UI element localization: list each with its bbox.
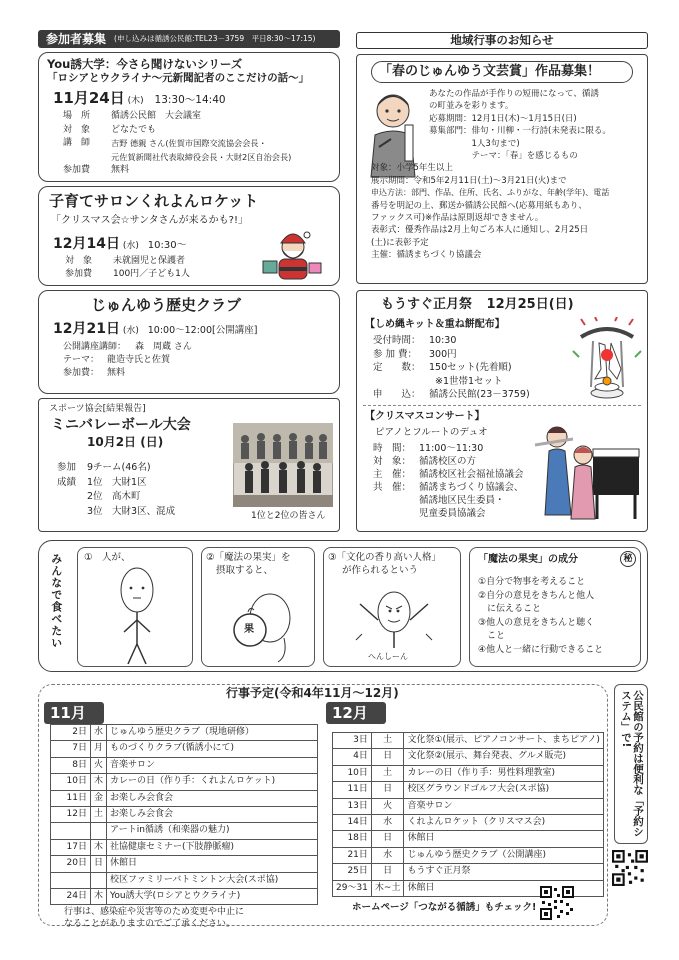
bungei-title: 「春のじゅんゆう文芸賞」作品募集！: [379, 64, 601, 79]
schedule-day: 14日: [333, 814, 372, 830]
schedule-event: 休館日: [404, 880, 603, 896]
you-row-value: 無料: [111, 165, 130, 175]
kosodate-row-label: 対 象: [65, 256, 93, 266]
fruit-label: 果: [244, 624, 254, 635]
schedule-event: ものづくりクラブ(循誘小にて): [107, 741, 318, 757]
schedule-weekday: 木~土: [371, 880, 404, 896]
schedule-weekday: 日: [371, 864, 404, 880]
history-details: [63, 341, 192, 380]
schedule-day: 10日: [333, 765, 372, 781]
transformed-figure: [354, 584, 434, 652]
schedule-weekday: [91, 823, 107, 839]
bungei-line: ファックス可)※作品は原則返却できません。: [371, 213, 544, 224]
xmas-row-label: 時 間：: [373, 443, 412, 454]
panel2-text-1: ②「魔法の果実」を: [206, 552, 291, 563]
volley-row-label: 参加: [57, 462, 77, 473]
manga-side-label: みんなで食べたい: [49, 553, 63, 649]
kosodate-date-line: [53, 236, 187, 254]
local-events-header-bar: [356, 32, 648, 49]
schedule-weekday: 日: [91, 856, 107, 872]
bungei-line: あなたの作品が手作りの短冊になって、循誘: [429, 89, 599, 99]
schedule-day: 12日: [51, 806, 91, 822]
schedule-note-line: なることがありますのでご了承ください。: [64, 919, 236, 929]
shime-row-label: 参 加 費：: [373, 348, 418, 360]
ingredient-item: ②自分の意見をきちんと他人: [478, 590, 595, 601]
manga-panel-2: [201, 547, 315, 667]
schedule-event: 音楽サロン: [107, 757, 318, 773]
bungei-line: 番号を明記の上、郵送か循誘公民館へ(応募用紙もあり、: [371, 200, 587, 211]
schedule-day: 10日: [51, 774, 91, 790]
schedule-weekday: 木: [91, 839, 107, 855]
dec-schedule-row: [333, 765, 604, 781]
volley-row-value: 3位 大財3区、混成: [87, 505, 176, 517]
homepage-qr-code-icon[interactable]: [540, 886, 574, 920]
shime-row-value: ※1世帯1セット: [435, 375, 503, 387]
you-row-value: 元佐賀新聞社代表取締役会長・大財2区自治会長): [111, 151, 292, 162]
xmas-row-value: 循誘まちづくり協議会、: [419, 482, 524, 493]
xmas-row-value: 児童委員協議会: [419, 508, 486, 519]
schedule-weekday: 月: [91, 741, 107, 757]
bungei-award-box: [356, 54, 648, 284]
you-row-label: [63, 151, 111, 165]
reservation-qr-code-icon[interactable]: [612, 850, 648, 886]
schedule-event: 校区グラウンドゴルフ大会(スポ協): [404, 782, 603, 798]
dec-schedule-table: [332, 732, 604, 897]
schedule-event: 校区ファミリーバトミントン大会(スポ協): [107, 872, 318, 888]
schedule-note-line: 行事は、感染症や災害等のため変更や中止に: [64, 907, 245, 917]
history-date-line: [53, 321, 257, 339]
shime-details: [373, 334, 530, 402]
volley-title: ミニバレーボール大会: [51, 417, 191, 433]
dec-schedule-row: [333, 864, 604, 880]
you-date-dow: (木): [127, 96, 144, 106]
schedule-day: 18日: [333, 831, 372, 847]
schedule-event: 休館日: [404, 831, 603, 847]
xmas-row-label: 対 象：: [373, 456, 412, 467]
xmas-row-value: 循誘校区社会福祉協議会: [419, 469, 524, 480]
volley-row-label: [57, 505, 87, 520]
volley-row-label: 成績: [57, 476, 77, 488]
bungei-line: テーマ：「春」を感じるもの: [429, 151, 578, 162]
you-row-label: 対 象: [63, 124, 91, 135]
nov-schedule-row: [51, 741, 318, 757]
volleyball-box: [38, 398, 340, 532]
schedule-day: 4日: [333, 749, 372, 765]
schedule-weekday: 金: [91, 790, 107, 806]
schedule-day: 13日: [333, 798, 372, 814]
xmas-row-label: [373, 507, 419, 520]
bungei-line: 応募期間：12月1日(木)～1月15日(日): [429, 113, 577, 124]
nov-schedule-row: [51, 790, 318, 806]
ingredient-item: こと: [478, 631, 506, 642]
schedule-day: 2日: [51, 725, 91, 741]
dec-schedule-row: [333, 798, 604, 814]
you-row-value: 循誘公民館 大会議室: [111, 111, 202, 121]
schedule-weekday: 土: [91, 806, 107, 822]
schedule-weekday: 火: [371, 798, 404, 814]
schedule-event: カレーの日（作り手：男性料理教室): [404, 765, 603, 781]
schedule-day: 8日: [51, 757, 91, 773]
kosodate-title: 子育てサロンくれよんロケット: [49, 192, 259, 210]
volleyball-team-photo: [233, 423, 333, 507]
you-row-label: 参加費: [63, 165, 91, 175]
nov-schedule-table: [50, 724, 318, 905]
shimenawa-illustration: [571, 317, 643, 401]
schedule-event: もうすぐ正月祭: [404, 864, 603, 880]
schedule-day: 17日: [51, 839, 91, 855]
you-row-value: 吉野 德親 さん(佐賀市国際交流協会会長・: [111, 138, 267, 148]
person-figure: [112, 566, 162, 666]
you-university-box: [38, 52, 340, 182]
nov-schedule-row: [51, 774, 318, 790]
manga-panel-1: [77, 547, 193, 667]
santa-illustration: [261, 229, 325, 283]
recruit-header-note: (申し込みは循誘公民館:TEL23－3759 平日8:30～17:15): [114, 34, 316, 44]
shime-row-value: 150セット(先着順): [429, 362, 512, 373]
schedule-title: 行事予定(令和4年11月～12月): [222, 686, 403, 701]
homepage-note: ホームページ「つながる循誘」もチェック!: [352, 902, 537, 913]
ingredient-item: ③他人の意見をきちんと聴く: [478, 617, 595, 628]
schedule-event: 音楽サロン: [404, 798, 603, 814]
schedule-weekday: 木: [91, 774, 107, 790]
schedule-weekday: 土: [371, 765, 404, 781]
nov-schedule-row: [51, 757, 318, 773]
schedule-event: カレーの日（作り手：くれよんロケット): [107, 774, 318, 790]
shime-row-label: 定 数：: [373, 362, 421, 373]
history-row-label: 参加費：: [63, 368, 100, 378]
schedule-day: [51, 823, 91, 839]
manga-panel-3: [323, 547, 461, 667]
shime-header: 【しめ縄キット＆重ね餅配布】: [365, 319, 505, 330]
shogatsu-title-line: [381, 297, 574, 313]
nov-label: 11月: [44, 702, 104, 724]
schedule-weekday: 水: [371, 814, 404, 830]
schedule-day: 21日: [333, 847, 372, 863]
schedule-weekday: 日: [371, 782, 404, 798]
history-date: 12月21日: [53, 321, 120, 337]
xmas-row-label: 共 催：: [373, 482, 412, 493]
schedule-event: 休館日: [107, 856, 318, 872]
bungei-line: 1人3句まで): [429, 138, 520, 149]
you-date: 11月24日: [53, 89, 125, 107]
kosodate-subtitle: 「クリスマス会☆サンタさんが来るかも?!」: [51, 215, 248, 226]
schedule-weekday: 土: [371, 733, 404, 749]
schedule-weekday: 木: [91, 888, 107, 904]
kosodate-row-value: 100円／子ども1人: [113, 269, 190, 279]
kosodate-date: 12月14日: [53, 236, 120, 252]
recruit-header-bar: [38, 30, 340, 48]
volley-details: [57, 461, 175, 519]
xmas-header: 【クリスマスコンサート】: [365, 411, 485, 422]
secret-badge: 秘: [620, 551, 636, 567]
history-row-value: 龍造寺氏と佐賀: [107, 355, 171, 365]
schedule-event: 文化祭①(展示、ピアノコンサート、まちピアノ): [404, 733, 603, 749]
kosodate-row-label: 参加費: [65, 269, 93, 279]
schedule-day: 7日: [51, 741, 91, 757]
schedule-day: 25日: [333, 864, 372, 880]
panel3-henshin: へんしーん: [368, 652, 408, 661]
ingredient-item: ①自分で物事を考えること: [478, 577, 586, 587]
manga-box: [38, 540, 648, 672]
shime-row-label: 申 込：: [373, 389, 421, 400]
bungei-line: の町並みを彩ります。: [429, 101, 514, 112]
history-date-dow: (水): [122, 326, 139, 336]
panel4-list: [478, 576, 603, 658]
schedule-event: 文化祭②(展示、舞台発表、グルメ販売): [404, 749, 603, 765]
schedule-day: 11日: [333, 782, 372, 798]
you-lecture-title: 「ロシアとウクライナ～元新聞記者のここだけの話～」: [47, 72, 310, 84]
schedule-weekday: 火: [91, 757, 107, 773]
schedule-event: じゅんゆう歴史クラブ（現地研修）: [107, 725, 318, 741]
dec-schedule-row: [333, 814, 604, 830]
ingredient-item: ④他人と一緒に行動できること: [478, 644, 604, 655]
schedule-day: [51, 872, 91, 888]
you-row-label: 講 師: [63, 138, 91, 148]
nov-schedule-row: [51, 725, 318, 741]
schedule-note: [64, 906, 244, 930]
panel4-title: 「魔法の果実」の成分: [478, 554, 578, 565]
schedule-event: You誘大学(ロシアとウクライナ): [107, 888, 318, 904]
xmas-row-label: [373, 494, 419, 507]
concert-illustration: [533, 415, 643, 525]
bungei-line: (土)に表彰予定: [371, 237, 429, 248]
panel3-text-1: ③「文化の香り高い人格」: [328, 552, 442, 563]
volley-row-value: 2位 高木町: [87, 491, 141, 502]
shime-row-value: 循誘公民館(23－3759): [429, 389, 530, 400]
nov-schedule-row: [51, 872, 318, 888]
volley-row-label: [57, 490, 87, 505]
xmas-subtitle: ピアノとフルートのデュオ: [375, 427, 488, 438]
you-date-line: [53, 89, 226, 108]
you-details: [63, 110, 291, 178]
nov-schedule-row: [51, 839, 318, 855]
xmas-details: [373, 442, 524, 520]
schedule-event: アートin循誘（和楽器の魅力): [107, 823, 318, 839]
manga-panel-4: [469, 547, 641, 667]
shime-row-label: [373, 375, 435, 389]
shogatsu-box: [356, 290, 648, 532]
history-row-label: テーマ：: [63, 355, 100, 365]
xmas-row-label: 主 催：: [373, 469, 412, 480]
dec-schedule-row: [333, 847, 604, 863]
schedule-weekday: [91, 872, 107, 888]
dec-table-wrap: [332, 732, 600, 897]
panel1-text: ① 人が、: [84, 552, 131, 563]
shime-row-value: 10:30: [429, 335, 457, 346]
panel2-text-2: 摂取すると、: [216, 565, 274, 576]
history-row-value: 森 周蔵 さん: [135, 342, 192, 352]
bungei-line: 主催：循誘まちづくり協議会: [371, 250, 482, 261]
you-series-title: You誘大学：今さら聞けないシリーズ: [47, 57, 243, 71]
schedule-event: お楽しみ会食会: [107, 806, 318, 822]
volley-row-value: 9チーム(46名): [87, 462, 151, 473]
schedule-day: 11日: [51, 790, 91, 806]
volley-pre: スポーツ協会[結果報告]: [49, 404, 146, 414]
schedule-day: 29～31: [333, 880, 372, 896]
nov-table-wrap: [50, 724, 318, 905]
xmas-row-value: 11:00～11:30: [419, 443, 484, 454]
schedule-weekday: 水: [91, 725, 107, 741]
dec-schedule-row: [333, 831, 604, 847]
nov-schedule-row: [51, 823, 318, 839]
xmas-row-value: 循誘校区の方: [419, 456, 477, 467]
nov-schedule-row: [51, 806, 318, 822]
schedule-event: じゅんゆう歴史クラブ（公開講座): [404, 847, 603, 863]
shime-row-value: 300円: [429, 348, 457, 360]
volley-photo-caption: 1位と2位の皆さん: [251, 511, 326, 521]
nov-schedule-row: [51, 888, 318, 904]
history-club-box: [38, 290, 340, 394]
dec-label: 12月: [326, 702, 386, 724]
volley-date: 10月2日 (日): [87, 435, 164, 449]
recruit-header: 参加者募集: [46, 31, 107, 46]
local-events-header: 地域行事のお知らせ: [450, 33, 554, 48]
schedule-event: お楽しみ会食会: [107, 790, 318, 806]
you-time: 13:30～14:40: [154, 94, 226, 106]
you-row-label: 場 所: [63, 111, 91, 121]
nov-schedule-row: [51, 856, 318, 872]
bungei-line: 申込方法：部門、作品、住所、氏名、ふりがな、年齢(学年)、電話: [371, 188, 610, 198]
kosodate-time: 10:30～: [147, 240, 187, 251]
schedule-day: 20日: [51, 856, 91, 872]
panel3-text-2: が作られるという: [342, 565, 419, 576]
history-row-value: 無料: [107, 368, 126, 378]
history-time: 10:00～12:00[公開講座]: [147, 325, 258, 336]
kosodate-salon-box: [38, 186, 340, 286]
history-row-label: 公開講座講師：: [63, 342, 127, 352]
kosodate-row-value: 未就園児と保護者: [113, 256, 186, 266]
volley-row-value: 1位 大財1区: [87, 476, 147, 488]
you-row-value: どなたでも: [111, 124, 157, 135]
shime-row-label: 受付時間：: [373, 335, 421, 346]
kosodate-details: [65, 255, 190, 281]
bungei-line: 展示期間：令和5年2月11日(土)～3月21日(火)まで: [371, 175, 567, 186]
schedule-event: くれよんロケット（クリスマス会): [404, 814, 603, 830]
shogatsu-date: 12月25日(日): [486, 297, 574, 312]
schedule-weekday: 日: [371, 831, 404, 847]
schedule-day: 24日: [51, 888, 91, 904]
schedule-day: 3日: [333, 733, 372, 749]
bungei-line: 対象：小学5年生以上: [371, 163, 453, 174]
ingredient-item: に伝えること: [478, 604, 542, 615]
schedule-weekday: 水: [371, 847, 404, 863]
dec-schedule-row: [333, 733, 604, 749]
reservation-note: 公民館の予約は便利な「予約システム」で!: [620, 690, 644, 837]
history-title: じゅんゆう歴史クラブ: [91, 296, 242, 314]
bungei-line: 表彰式：優秀作品は2月上旬ごろ本人に通知し、2月25日: [371, 225, 589, 236]
shogatsu-title: もうすぐ正月祭: [381, 297, 473, 312]
schedule-event: 社協健康セミナー(下肢静脈瘤): [107, 839, 318, 855]
shogatsu-divider: [363, 405, 641, 406]
bungei-body: [371, 88, 611, 262]
xmas-row-value: 循誘地区民生委員・: [419, 495, 505, 506]
bungei-line: 募集部門：俳句・川柳・一行詩(未発表に限る。: [429, 126, 611, 137]
kosodate-date-dow: (水): [122, 241, 139, 251]
dec-schedule-row: [333, 749, 604, 765]
dec-schedule-row: [333, 782, 604, 798]
schedule-weekday: 日: [371, 749, 404, 765]
eating-fruit-figure: [226, 584, 306, 664]
